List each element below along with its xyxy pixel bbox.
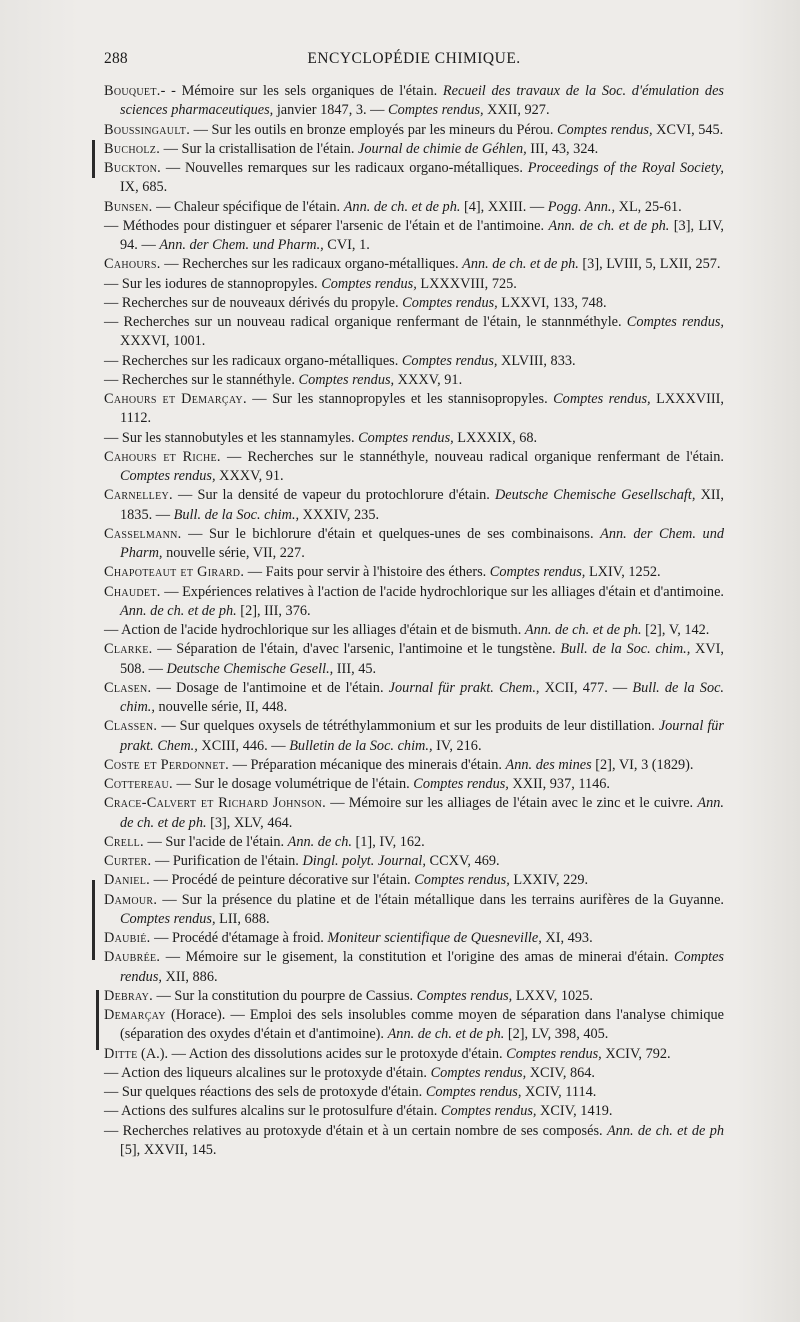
entry-author: Cahours et Demarçay. [104,391,247,407]
entry-source: Bulletin de la Soc. chim., [289,737,433,754]
bibliography-entry [104,871,724,890]
entry-reference: [4], XXIII. — [460,198,548,215]
entry-source: Ann. der Chem. und Pharm, [120,525,724,561]
entry-source: Comptes rendus, [416,987,513,1004]
entry-source: Deutsche Chemische Gesellschaft, [494,487,696,504]
entry-text: — Recherches sur le stannéthyle. [104,371,299,388]
entry-reference: XXXIV, 235. [299,506,380,523]
running-title: ENCYCLOPÉDIE CHIMIQUE. [307,50,521,67]
entry-author: Demarçay [104,1007,166,1023]
bibliography-entry [104,486,724,525]
entry-reference: [2], III, 376. [236,602,311,619]
bibliography-entry [104,255,724,274]
bibliography-entry [104,313,724,352]
entry-source: Pogg. Ann., [547,198,616,215]
entry-reference: CVI, 1. [323,237,370,253]
entry-reference: XCII, 477. — [539,679,633,696]
entry-text: — Sur les stannobutyles et les stannamyles. [104,429,359,446]
entry-reference: XXXV, 91. [215,468,284,484]
entry-reference: LXXXVIII, 725. [416,275,517,292]
entry-reference: LXXV, 1025. [512,987,594,1004]
entry-reference: XCVI, 545. [652,121,724,138]
entry-text: — Sur la constitution du pourpre de Cassius. [152,987,417,1004]
bibliography-entry [104,294,724,313]
margin-mark [96,990,99,1050]
entry-author: Buckton. [104,160,161,176]
entry-reference: [3], LIV, 94. — [120,217,724,253]
bibliography-entry [104,640,724,679]
entry-reference: [3], XLV, 464. [206,814,293,831]
entry-text: — Nouvelles remarques sur les radicaux organo-métalliques. [161,160,528,176]
bibliography-entry [104,352,724,371]
entry-source: Ann. de ch. et de ph. [120,602,237,619]
entry-text: — Préparation mécanique des minerais d'étain. [229,756,506,773]
entry-text: — Sur les iodures de stannopropyles. [104,275,322,292]
entry-text: — Sur quelques réactions des sels de protoxyde d'étain. [104,1084,426,1100]
entry-text: — Sur l'acide de l'étain. [143,833,288,850]
entry-source: Comptes rendus, [626,314,724,330]
entry-source: Comptes rendus, [401,352,498,369]
entry-author: Crace-Calvert et Richard Johnson. [104,795,326,812]
entry-author: Carnelley. [104,487,173,504]
entry-author: Cottereau. [104,776,173,792]
entry-author: Boussingault. [104,121,191,138]
entry-text: — Sur la cristallisation de l'étain. [160,140,358,157]
entry-text: — Purification de l'étain. [151,853,303,869]
page-header [104,50,724,70]
entry-reference: LXIV, 1252. [585,564,661,581]
entry-reference: XI, 493. [541,930,593,946]
entry-source: Ann. de ch. et de ph. [343,198,461,215]
bibliography-entry [104,159,724,198]
entry-author: Chapoteaut et Girard. [104,564,245,581]
entry-author: Bunsen. [104,198,153,215]
entry-text: — Recherches sur de nouveaux dérivés du propyle. [104,294,403,311]
bibliography-entry [104,448,724,487]
bibliography-entry [104,563,724,582]
margin-mark [92,140,95,178]
bibliography-entry [104,1083,724,1102]
entry-text: — Expériences relatives à l'action de l'acide hydrochlorique sur les alliages d'étain et d'antimoine. [160,583,724,600]
bibliography-entry [104,525,724,564]
entry-source: Ann. de ch. et de ph. [524,622,642,638]
entry-source: Ann. de ch. et de ph [606,1122,724,1139]
entry-source: Ann. de ch. et de ph. [548,217,670,234]
entry-source: Comptes rendus, [556,121,653,138]
entry-source: Comptes rendus, [413,776,509,792]
bibliography-entry [104,1064,724,1083]
entry-reference: XII, 886. [161,968,218,985]
entry-text: — Chaleur spécifique de l'étain. [152,198,344,215]
entry-text: — Dosage de l'antimoine et de l'étain. [151,679,389,696]
entry-source: Comptes rendus, [298,371,395,388]
entry-source: Comptes rendus, [402,294,498,311]
entry-text: — Faits pour servir à l'histoire des éthers. [244,564,490,581]
bibliography-list [104,82,724,1160]
entry-reference: janvier 1847, 3. — [273,102,389,119]
entry-source: Journal für prakt. Chem., [120,718,725,754]
entry-source: Comptes rendus, [430,1064,527,1081]
entry-reference: [2], LV, 398, 405. [504,1026,609,1043]
entry-source: Ann. des mines [505,756,592,773]
entry-reference: XXXV, 91. [394,371,463,388]
entry-source: Proceedings of the Royal Society, [527,160,724,176]
bibliography-entry [104,1006,724,1045]
entry-text: — Recherches sur le stannéthyle, nouveau radical organique renfermant de l'étain. [220,448,724,465]
bibliography-entry [104,852,724,871]
entry-text: — Sur la présence du platine et de l'étain métallique dans les terrains aurifères de la Guyanne. [157,891,724,908]
entry-author: Curter. [104,853,152,869]
entry-author: Coste et Perdonnet. [104,756,230,773]
entry-reference: LXXXIX, 68. [453,429,538,446]
entry-reference: XCIV, 1114. [521,1084,597,1100]
entry-text: — Sur le dosage volumétrique de l'étain. [172,776,414,792]
bibliography-entry [104,948,724,987]
entry-source: Comptes rendus, [388,102,484,119]
entry-author: Clarke. [104,641,153,658]
entry-text: — Mémoire sur le gisement, la constitution et l'origine des amas de minerai d'étain. [160,949,674,966]
entry-source: Journal de chimie de Géhlen, [358,140,527,157]
entry-source: Comptes rendus, [506,1045,602,1062]
entry-author: Cahours et Riche. [104,448,221,465]
entry-reference: XCIV, 792. [601,1045,671,1062]
entry-source: Moniteur scientifique de Quesneville, [327,930,542,946]
entry-reference: nouvelle série, II, 448. [154,699,288,715]
entry-reference: [3], LVIII, 5, LXII, 257. [578,256,721,273]
entry-text: — Recherches sur un nouveau radical organique renfermant de l'étain, le stannméthyle. [104,314,627,330]
bibliography-entry [104,794,724,833]
entry-source: Ann. de ch. et de ph. [120,795,724,831]
entry-reference: XVI, 508. — [120,641,724,677]
entry-text: — Actions des sulfures alcalins sur le protosulfure d'étain. [104,1103,441,1120]
entry-author: Clasen. [104,679,152,696]
entry-reference: LXXXVIII, 1112. [120,391,724,427]
entry-reference: [2], VI, 3 (1829). [591,756,694,773]
entry-author: Classen. [104,718,158,735]
entry-text: — Procédé de peinture décorative sur l'étain. [150,872,415,889]
bibliography-entry [104,987,724,1006]
entry-source: Ann. de ch. et de ph. [462,256,579,273]
entry-source: Ann. de ch. [287,833,352,850]
entry-reference: LII, 688. [215,910,270,927]
entry-text: — Recherches relatives au protoxyde d'étain et à un certain nombre de ses composés. [104,1122,607,1139]
entry-text: — Procédé d'étamage à froid. [150,930,328,946]
entry-source: Deutsche Chemische Gesell., [166,660,334,677]
bibliography-entry [104,891,724,930]
entry-author: Damour. [104,891,158,908]
entry-text: — Action des liqueurs alcalines sur le protoxyde d'étain. [104,1064,431,1081]
entry-reference: III, 43, 324. [526,140,599,157]
entry-source: Comptes rendus, [120,910,216,927]
entry-author: Bucholz. [104,140,161,157]
bibliography-entry [104,390,724,429]
entry-text: (A.). — Action des dissolutions acides sur le protoxyde d'étain. [137,1045,507,1062]
bibliography-entry [104,717,724,756]
entry-reference: XII, 1835. — [120,487,725,523]
entry-reference: XXII, 927. [483,102,550,119]
entry-reference: XCIV, 864. [526,1064,595,1081]
entry-source: Bull. de la Soc. chim., [120,679,725,715]
entry-source: Comptes rendus, [553,391,651,407]
bibliography-entry [104,82,724,121]
bibliography-entry [104,121,724,140]
entry-reference: LXXIV, 229. [509,872,589,889]
entry-text: — Sur la densité de vapeur du protochlorure d'étain. [172,487,495,504]
entry-source: Comptes rendus, [489,564,586,581]
entry-author: Daniel. [104,872,150,889]
entry-source: Comptes rendus, [358,429,454,446]
entry-author: Casselmann. [104,525,182,542]
entry-author: Cahours. [104,256,161,273]
bibliography-entry [104,756,724,775]
entry-source: Dingl. polyt. Journal, [302,853,426,869]
entry-text: (Horace). — Emploi des sels insolubles comme moyen de séparation dans l'analyse chimique (séparation des oxydes d'étain et d'antimoine). [120,1007,724,1043]
entry-text: - - Mémoire sur les sels organiques de l'étain. [160,83,443,99]
entry-reference: III, 45. [333,660,377,677]
entry-text: — Sur les outils en bronze employés par les mineurs du Pérou. [190,121,557,138]
entry-reference: [1], IV, 162. [351,833,425,850]
entry-source: Bull. de la Soc. chim., [173,506,300,523]
entry-source: Bull. de la Soc. chim., [560,641,691,658]
bibliography-entry [104,275,724,294]
entry-source: Recueil des travaux de la Soc. d'émulation des sciences pharmaceutiques, [120,83,724,119]
entry-source: Ann. der Chem. und Pharm., [159,237,324,253]
bibliography-entry [104,1045,724,1064]
entry-reference: [2], V, 142. [641,622,710,638]
entry-reference: IX, 685. [120,179,168,196]
bibliography-entry [104,679,724,718]
bibliography-entry [104,833,724,852]
bibliography-entry [104,929,724,948]
entry-reference: IV, 216. [432,737,482,754]
entry-text: — Recherches sur les radicaux organo-métalliques. [160,256,463,273]
bibliography-entry [104,1122,724,1161]
entry-reference: XXXVI, 1001. [120,333,206,350]
margin-mark [92,880,95,960]
entry-reference: CCXV, 469. [425,853,500,869]
entry-source: Ann. de ch. et de ph. [387,1026,505,1043]
bibliography-entry [104,429,724,448]
entry-reference: [5], XXVII, 145. [120,1141,217,1158]
entry-text: — Sur le bichlorure d'étain et quelques-unes de ses combinaisons. [181,525,601,542]
bibliography-entry [104,198,724,217]
entry-reference: LXXVI, 133, 748. [497,294,607,311]
bibliography-entry [104,371,724,390]
entry-author: Bouquet. [104,83,161,99]
entry-author: Chaudet. [104,583,161,600]
entry-text: — Action de l'acide hydrochlorique sur les alliages d'étain et de bismuth. [104,622,525,638]
bibliography-entry [104,140,724,159]
entry-text: — Recherches sur les radicaux organo-métalliques. [104,352,402,369]
entry-author: Daubrée. [104,949,161,966]
entry-reference: XCIV, 1419. [536,1103,613,1120]
entry-author: Ditte [104,1045,138,1062]
entry-source: Comptes rendus, [440,1103,537,1120]
bibliography-entry [104,217,724,256]
entry-reference: XCIII, 446. — [197,737,290,754]
entry-reference: XL, 25-61. [615,198,682,215]
entry-text: — Séparation de l'étain, d'avec l'arsenic, l'antimoine et le tungstène. [152,641,561,658]
entry-author: Daubié. [104,930,151,946]
entry-text: — Sur quelques oxysels de tétréthylammonium et sur les produits de leur distillation. [157,718,659,735]
entry-text: — Méthodes pour distinguer et séparer l'arsenic de l'étain et de l'antimoine. [104,217,549,234]
bibliography-entry [104,1102,724,1121]
entry-text: — Mémoire sur les alliages de l'étain avec le zinc et le cuivre. [326,795,698,812]
bibliography-entry [104,583,724,622]
bibliography-entry [104,775,724,794]
entry-source: Comptes rendus, [120,468,216,484]
entry-reference: XXII, 937, 1146. [508,776,611,792]
entry-source: Comptes rendus, [414,872,510,889]
entry-author: Debray. [104,987,153,1004]
entry-author: Crell. [104,833,144,850]
entry-reference: XLVIII, 833. [497,352,576,369]
entry-text: — Sur les stannopropyles et les stannisopropyles. [246,391,554,407]
entry-source: Comptes rendus, [425,1084,522,1100]
bibliography-entry [104,621,724,640]
page-number: 288 [104,50,128,67]
entry-source: Journal für prakt. Chem., [388,679,540,696]
entry-source: Comptes rendus, [120,949,724,985]
entry-source: Comptes rendus, [321,275,417,292]
entry-reference: nouvelle série, VII, 227. [162,545,305,561]
